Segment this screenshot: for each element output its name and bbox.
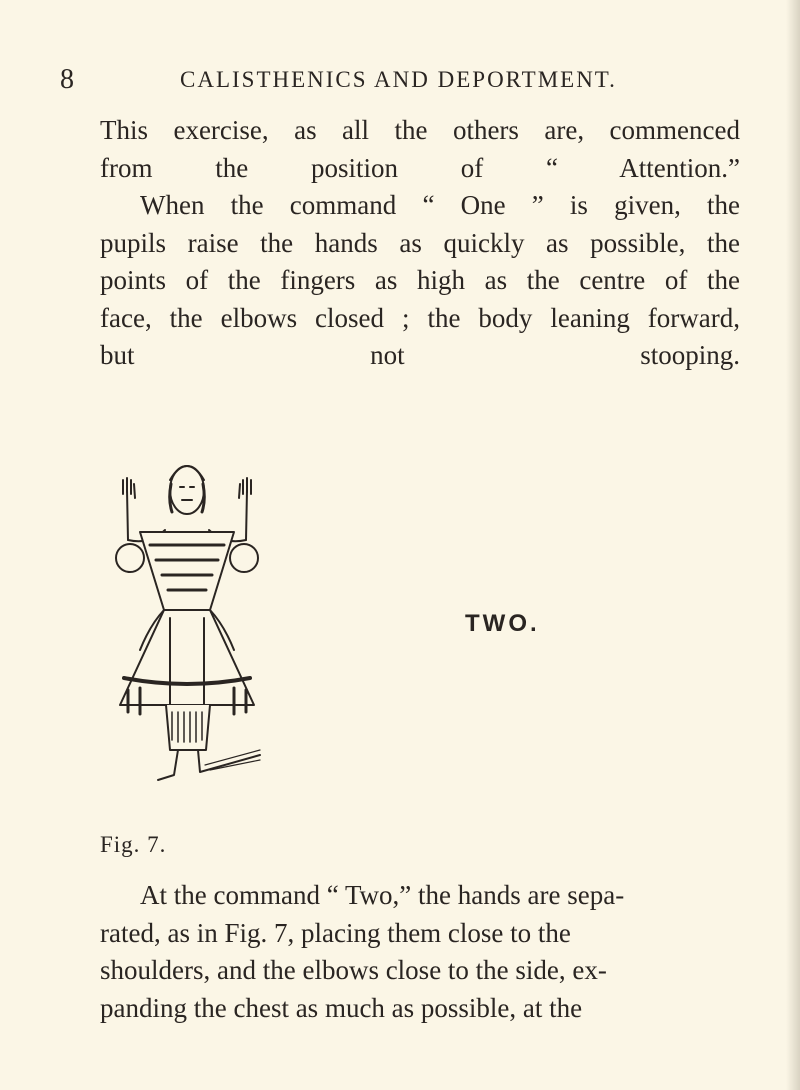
figure-head bbox=[170, 466, 205, 514]
paragraph-line: panding the chest as much as possible, at the bbox=[100, 992, 583, 1023]
paragraph-3 bbox=[100, 877, 740, 1027]
paragraph-line: shoulders, and the elbows close to the side, ex- bbox=[100, 955, 607, 985]
running-title: CALISTHENICS AND DEPORTMENT. bbox=[180, 67, 617, 92]
paragraph-line: from the position of “ Attention.” bbox=[100, 152, 740, 183]
paragraph-line: pupils raise the hands as quickly as possible, the bbox=[100, 227, 740, 258]
page-edge-shadow bbox=[786, 0, 800, 1090]
figure-bodice bbox=[140, 532, 234, 610]
paragraph-line: but not stooping. bbox=[100, 340, 740, 370]
figure-legs bbox=[158, 705, 260, 780]
figure-skirt bbox=[120, 610, 254, 714]
paragraph-line: At the command “ Two,” the hands are sepa- bbox=[140, 880, 625, 910]
paragraph-1 bbox=[100, 112, 740, 187]
paragraph-line: points of the fingers as high as the centre of the bbox=[100, 265, 740, 295]
figure-title: TWO. bbox=[465, 610, 540, 637]
figure-illustration bbox=[110, 450, 265, 790]
paragraph-line: This exercise, as all the others are, commenced bbox=[100, 115, 740, 145]
paragraph-line: When the command “ One ” is given, the bbox=[140, 190, 740, 220]
page-header bbox=[60, 62, 760, 98]
paragraph-line: face, the elbows closed ; the body leaning forward, bbox=[100, 302, 740, 333]
paragraph-line: rated, as in Fig. 7, placing them close to the bbox=[100, 917, 571, 948]
paragraph-2 bbox=[100, 187, 740, 375]
figure-caption: Fig. 7. bbox=[100, 832, 167, 857]
page-number: 8 bbox=[60, 64, 74, 95]
